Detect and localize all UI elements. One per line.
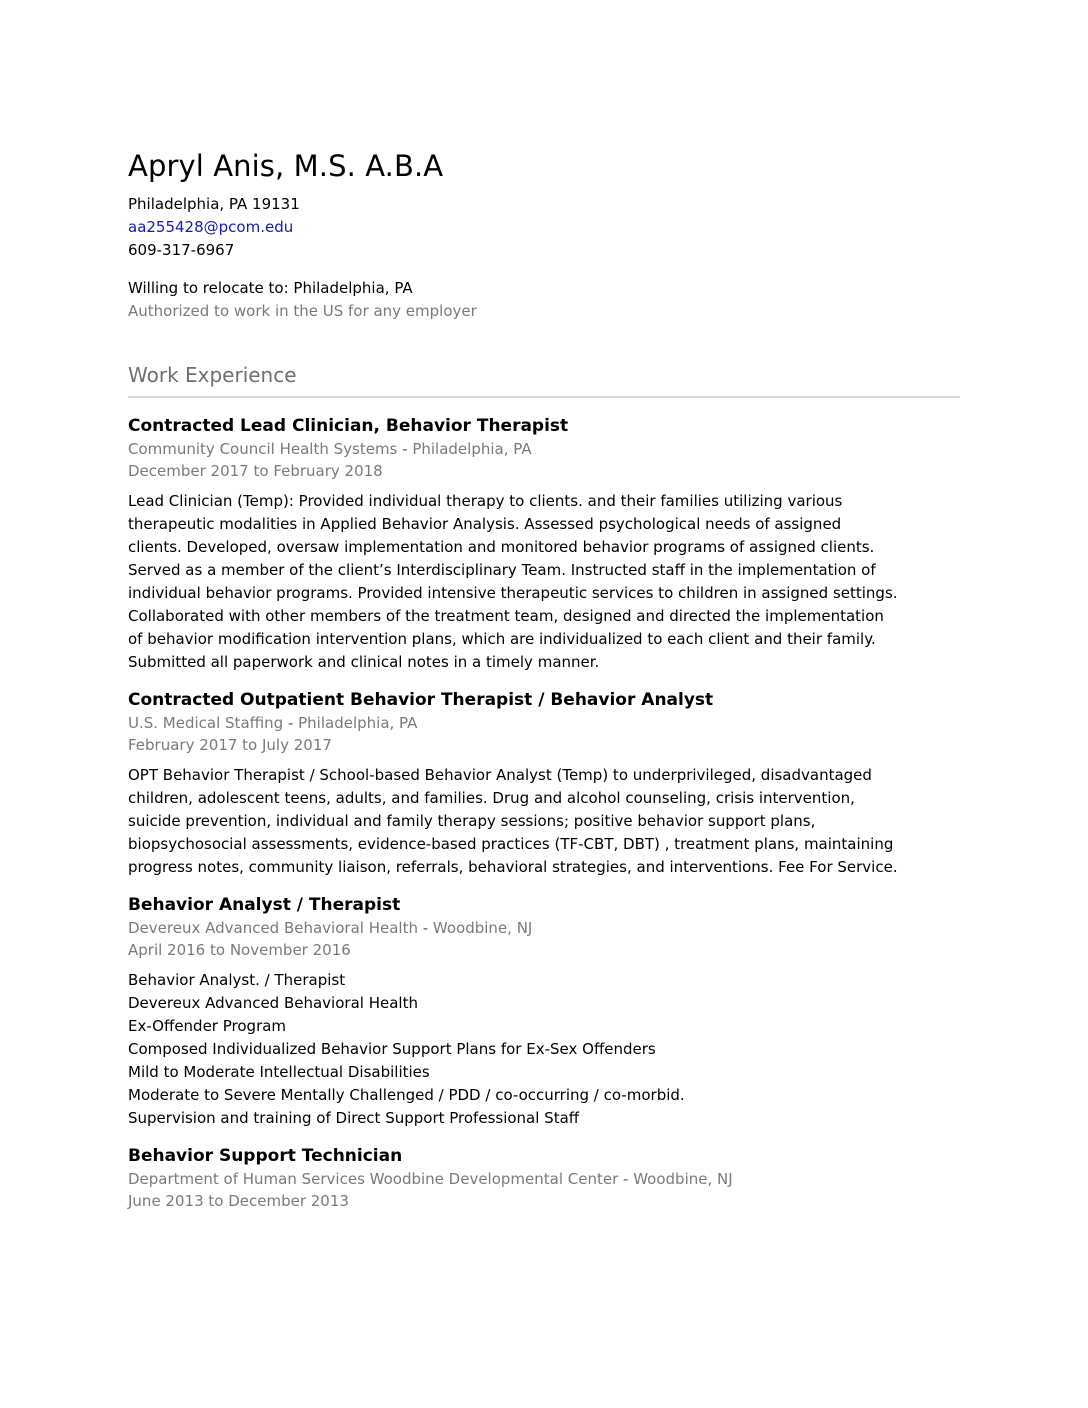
job-description-line: Served as a member of the client’s Interdisciplinary Team. Instructed staff in the implementation of: [128, 561, 876, 579]
job-title: Contracted Lead Clinician, Behavior Therapist: [128, 416, 569, 436]
job-description-line: Submitted all paperwork and clinical notes in a timely manner.: [128, 653, 600, 671]
job-description-line: clients. Developed, oversaw implementation and monitored behavior programs of assigned clients.: [128, 538, 875, 556]
job-company-line: [128, 917, 960, 939]
job-dates: February 2017 to July 2017: [128, 736, 332, 754]
job-description-line: progress notes, community liaison, referrals, behavioral strategies, and interventions. Fee For Service.: [128, 858, 898, 876]
job-description-line: Supervision and training of Direct Support Professional Staff: [128, 1109, 580, 1127]
phone-number: 609-317-6967: [128, 241, 235, 259]
job-description-line: biopsychosocial assessments, evidence-based practices (TF-CBT, DBT) , treatment plans, maintaining: [128, 835, 894, 853]
job-location: Woodbine, NJ: [633, 1170, 733, 1188]
job-description-line: Lead Clinician (Temp): Provided individual therapy to clients. and their families utilizing various: [128, 492, 843, 510]
job-company-line: [128, 712, 960, 734]
job-entry: [128, 893, 960, 1130]
job-title: Behavior Support Technician: [128, 1146, 403, 1166]
job-separator: -: [283, 714, 299, 732]
work-authorization: Authorized to work in the US for any employer: [128, 302, 477, 320]
job-company: Department of Human Services Woodbine Developmental Center: [128, 1170, 619, 1188]
job-description-line: therapeutic modalities in Applied Behavior Analysis. Assessed psychological needs of assigned: [128, 515, 842, 533]
job-entry: [128, 414, 960, 674]
job-company-line: [128, 1168, 960, 1190]
job-title: Contracted Outpatient Behavior Therapist / Behavior Analyst: [128, 690, 714, 710]
job-description-line: of behavior modification intervention plans, which are individualized to each client and their family.: [128, 630, 876, 648]
jobs-list: [128, 414, 960, 1212]
job-separator: -: [397, 440, 413, 458]
job-description-line: Ex-Offender Program: [128, 1017, 287, 1035]
job-company: Community Council Health Systems: [128, 440, 398, 458]
job-company: U.S. Medical Staffing: [128, 714, 284, 732]
candidate-name: Apryl Anis, M.S. A.B.A: [128, 149, 444, 183]
job-dates: December 2017 to February 2018: [128, 462, 383, 480]
job-description-line: individual behavior programs. Provided intensive therapeutic services to children in assigned settings.: [128, 584, 898, 602]
job-description: [128, 490, 960, 674]
job-location: Philadelphia, PA: [298, 714, 418, 732]
resume-page: [128, 146, 960, 1212]
email-link[interactable]: aa255428@pcom.edu: [128, 218, 294, 236]
job-description-line: Moderate to Severe Mentally Challenged / PDD / co-occurring / co-morbid.: [128, 1086, 685, 1104]
job-description-line: Collaborated with other members of the treatment team, designed and directed the implementation: [128, 607, 884, 625]
job-location: Woodbine, NJ: [432, 919, 533, 937]
job-dates: June 2013 to December 2013: [128, 1192, 349, 1210]
job-entry: [128, 688, 960, 879]
candidate-location: Philadelphia, PA 19131: [128, 195, 300, 213]
relocation-preference: Willing to relocate to: Philadelphia, PA: [128, 279, 413, 297]
job-description-line: children, adolescent teens, adults, and families. Drug and alcohol counseling, crisis intervention,: [128, 789, 855, 807]
job-dates: April 2016 to November 2016: [128, 941, 351, 959]
job-description-line: Mild to Moderate Intellectual Disabilities: [128, 1063, 430, 1081]
work-experience-heading: Work Experience: [128, 361, 960, 398]
job-separator: -: [618, 1170, 634, 1188]
job-title: Behavior Analyst / Therapist: [128, 895, 401, 915]
job-location: Philadelphia, PA: [412, 440, 532, 458]
job-description-line: suicide prevention, individual and family therapy sessions; positive behavior support plans,: [128, 812, 816, 830]
job-description: [128, 764, 960, 879]
job-company: Devereux Advanced Behavioral Health: [128, 919, 418, 937]
job-description-line: OPT Behavior Therapist / School-based Behavior Analyst (Temp) to underprivileged, disadvantaged: [128, 766, 872, 784]
job-description-line: Composed Individualized Behavior Support Plans for Ex-Sex Offenders: [128, 1040, 656, 1058]
job-description-line: Behavior Analyst. / Therapist: [128, 971, 346, 989]
job-separator: -: [417, 919, 433, 937]
job-description: [128, 969, 960, 1130]
job-description-line: Devereux Advanced Behavioral Health: [128, 994, 418, 1012]
job-company-line: [128, 438, 960, 460]
job-entry: [128, 1144, 960, 1212]
